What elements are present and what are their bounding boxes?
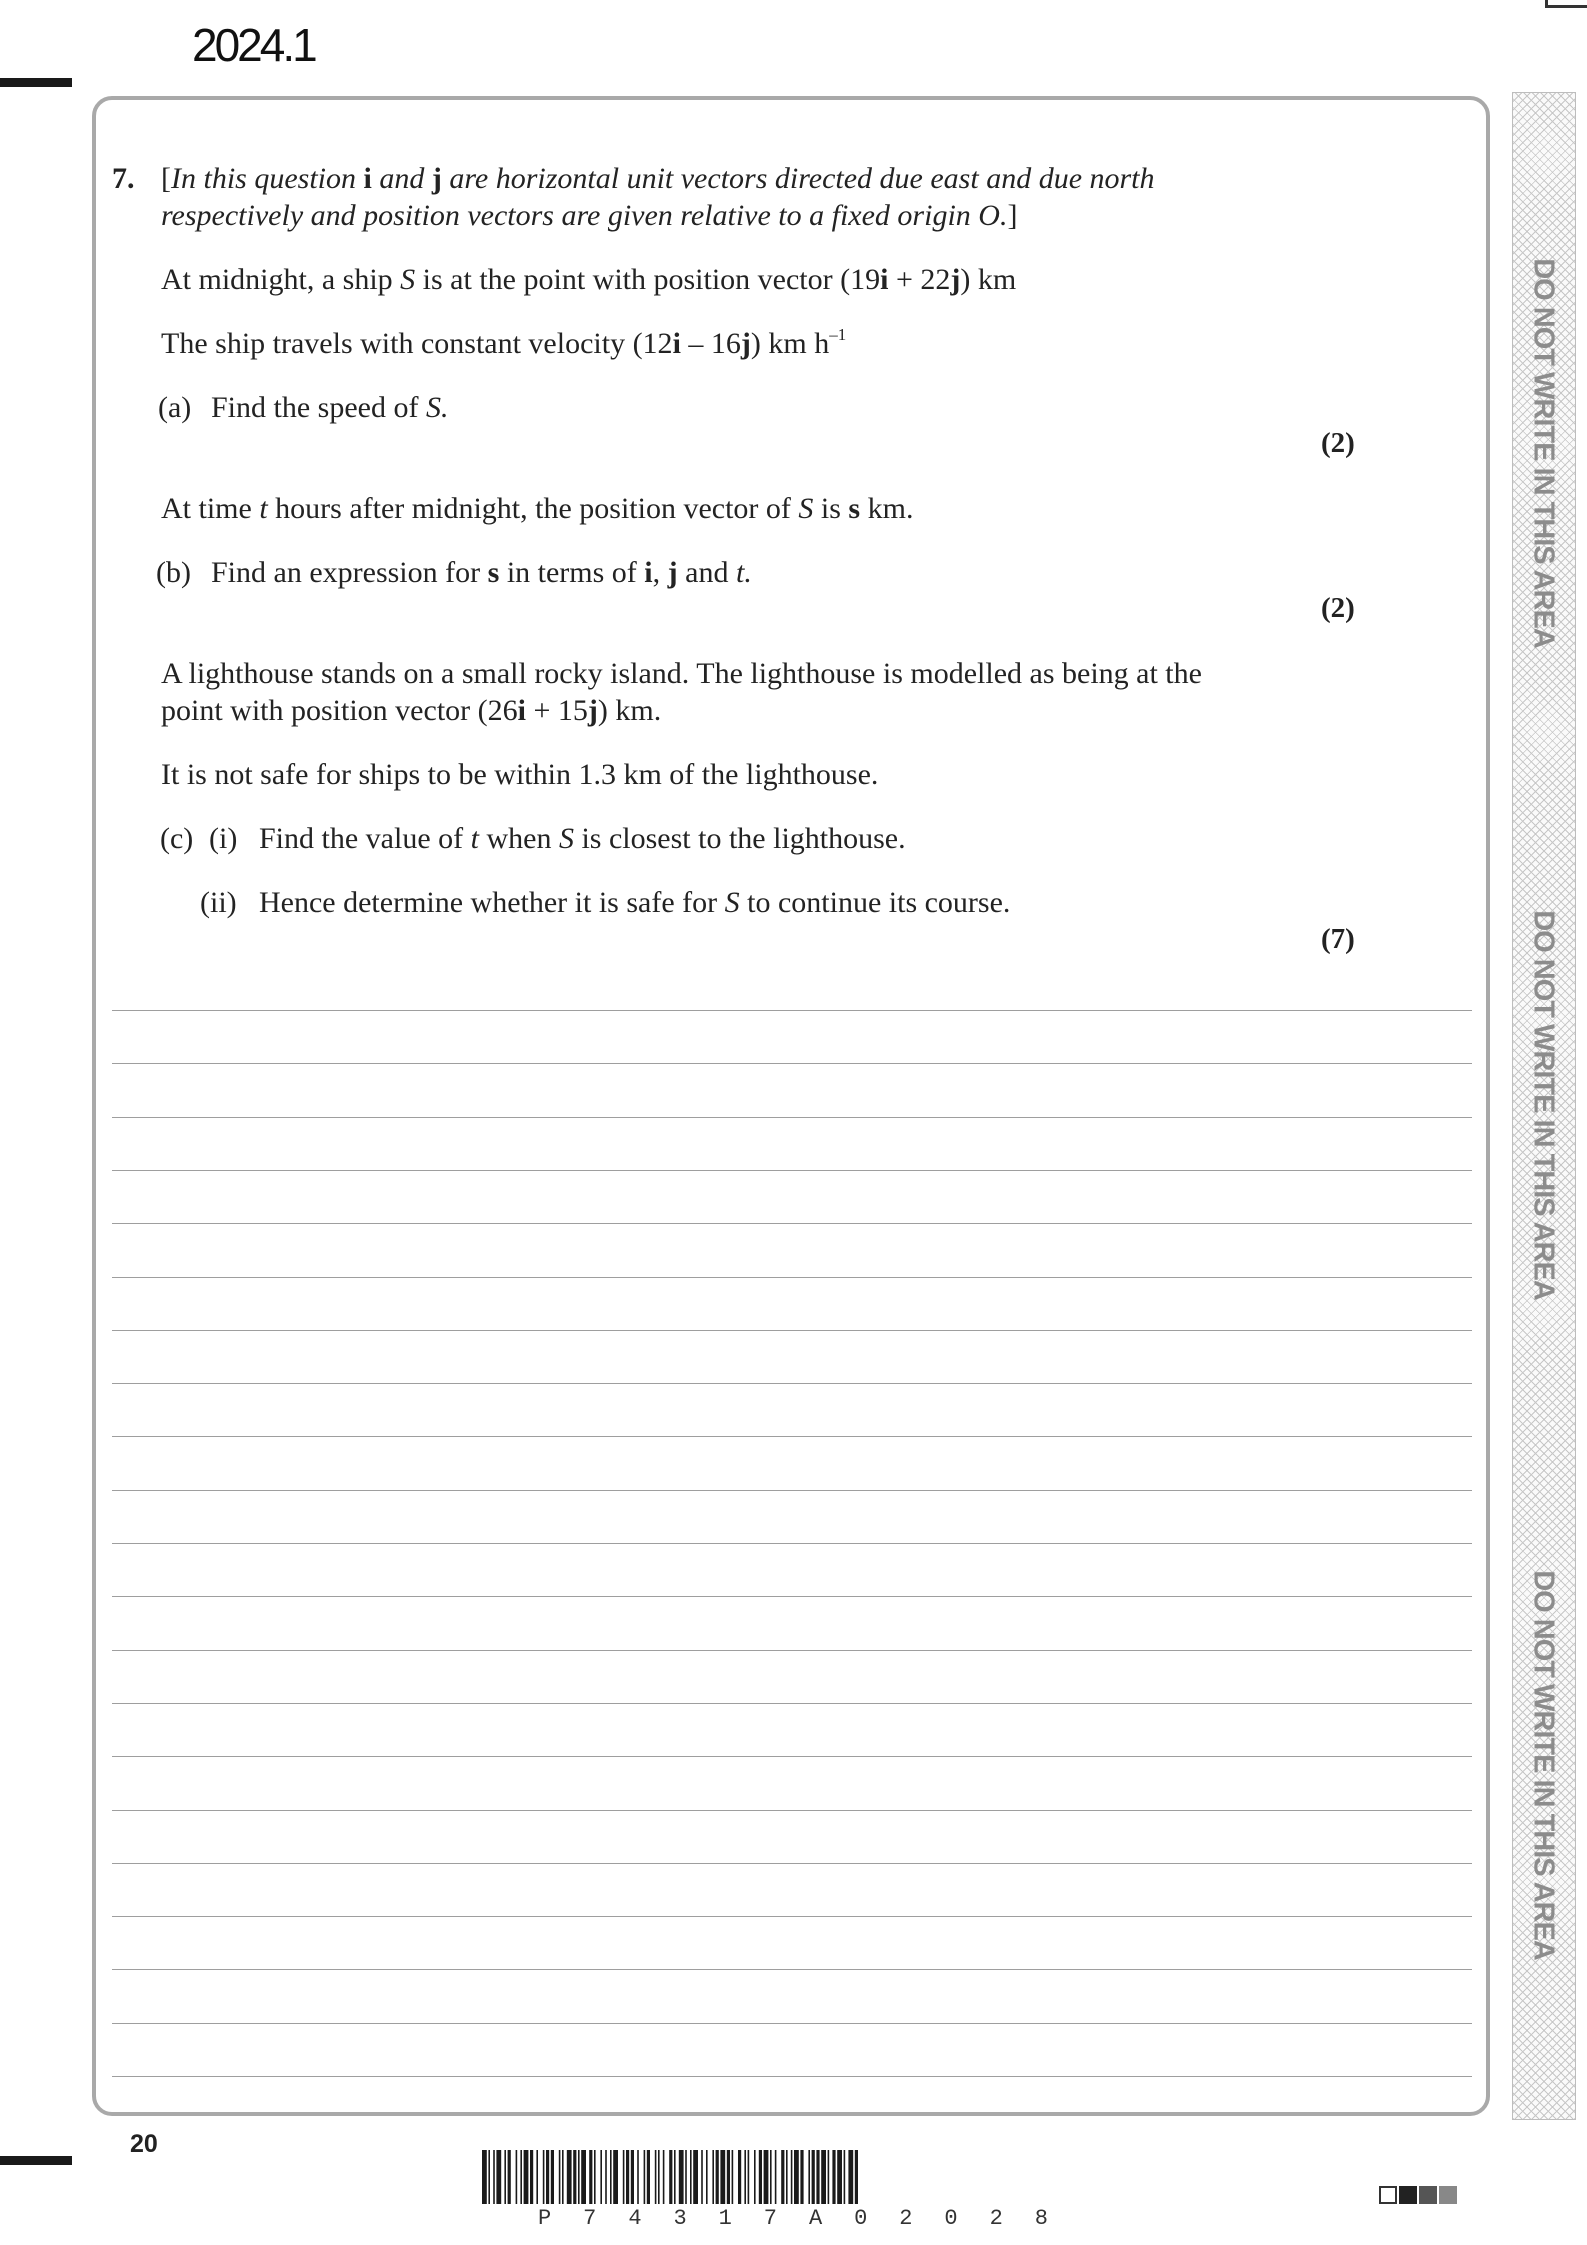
- barcode-bar: [581, 2150, 586, 2204]
- answer-line: [112, 1863, 1472, 1864]
- paragraph-time-position: At time t hours after midnight, the position vector of S is s km.: [161, 492, 914, 525]
- barcode-bar: [488, 2150, 490, 2204]
- barcode-bar: [594, 2150, 596, 2204]
- paragraph-safety: It is not safe for ships to be within 1.3 km of the lighthouse.: [161, 758, 879, 791]
- part-c-marks: (7): [1321, 923, 1355, 955]
- barcode-bar: [748, 2150, 750, 2204]
- barcode-bar: [716, 2150, 719, 2204]
- header-date: 2024.1: [192, 19, 315, 71]
- barcode-text: [482, 2206, 1104, 2231]
- barcode-char: 7: [583, 2206, 597, 2231]
- part-c-i-text: Find the value of t when S is closest to the lighthouse.: [259, 822, 906, 855]
- barcode-bar: [551, 2150, 554, 2204]
- barcode-bar: [644, 2150, 646, 2204]
- marker-box: [1379, 2186, 1397, 2204]
- barcode-bar: [808, 2150, 810, 2204]
- answer-line: [112, 1010, 1472, 1011]
- marker-box: [1439, 2186, 1457, 2204]
- barcode-bar: [844, 2150, 846, 2204]
- barcode-bar: [812, 2150, 815, 2204]
- answer-line: [112, 2076, 1472, 2077]
- barcode-bar: [848, 2150, 853, 2204]
- answer-line: [112, 1170, 1472, 1171]
- barcode-bar: [690, 2150, 692, 2204]
- barcode-bar: [786, 2150, 788, 2204]
- barcode-bar: [605, 2150, 607, 2204]
- barcode-bar: [744, 2150, 746, 2204]
- barcode-bar: [524, 2150, 529, 2204]
- part-b-text: Find an expression for s in terms of i, j and t.: [211, 556, 752, 589]
- answer-line: [112, 1383, 1472, 1384]
- barcode-char: P: [538, 2206, 552, 2231]
- barcode-char: 2: [899, 2206, 913, 2231]
- answer-line: [112, 2023, 1472, 2024]
- corner-mark: [1545, 5, 1587, 8]
- barcode-bar: [613, 2150, 618, 2204]
- barcode-bar: [754, 2150, 756, 2204]
- barcode-bar: [543, 2150, 545, 2204]
- barcode-bar: [567, 2150, 572, 2204]
- barcode-bar: [828, 2150, 830, 2204]
- registration-mark: [0, 2156, 72, 2165]
- part-c-i-label: (i): [209, 822, 238, 855]
- barcode-bar: [832, 2150, 835, 2204]
- marker-box: [1419, 2186, 1437, 2204]
- barcode-bar: [578, 2150, 580, 2204]
- answer-line: [112, 1330, 1472, 1331]
- barcode-bar: [530, 2150, 533, 2204]
- barcode-bar: [647, 2150, 650, 2204]
- barcode-bar: [658, 2150, 660, 2204]
- barcode-bar: [504, 2150, 506, 2204]
- barcode-bar: [600, 2150, 602, 2204]
- barcode-bar: [623, 2150, 625, 2204]
- answer-line: [112, 1703, 1472, 1704]
- barcode-bar: [559, 2150, 561, 2204]
- margin-warning-text: DO NOT WRITE IN THIS AREA: [1527, 910, 1560, 1300]
- barcode-bar: [536, 2150, 538, 2204]
- barcode-bar: [655, 2150, 657, 2204]
- barcode-bar: [712, 2150, 714, 2204]
- barcode-bar: [493, 2150, 495, 2204]
- part-a-marks: (2): [1321, 427, 1355, 459]
- paragraph-lighthouse-line1: A lighthouse stands on a small rocky island. The lighthouse is modelled as being at the: [161, 657, 1202, 690]
- answer-line: [112, 1969, 1472, 1970]
- barcode-bar: [738, 2150, 741, 2204]
- paragraph-lighthouse-line2: point with position vector (26i + 15j) km.: [161, 694, 662, 727]
- barcode-bar: [701, 2150, 703, 2204]
- barcode-bar: [669, 2150, 672, 2204]
- barcode-char: 3: [673, 2206, 687, 2231]
- answer-line: [112, 1916, 1472, 1917]
- page-marker-boxes: [1379, 2186, 1457, 2204]
- part-a-text: Find the speed of S.: [211, 391, 449, 424]
- barcode-char: A: [808, 2206, 823, 2231]
- paragraph-ship-velocity: The ship travels with constant velocity (12i – 16j) km $h^{-1}$: [161, 325, 847, 360]
- answer-line: [112, 1543, 1472, 1544]
- barcode-bar: [781, 2150, 784, 2204]
- question-intro-line1: [In this question i and j are horizontal unit vectors directed due east and due north: [161, 162, 1155, 195]
- answer-line: [112, 1277, 1472, 1278]
- barcode-bar: [496, 2150, 501, 2204]
- answer-line: [112, 1223, 1472, 1224]
- barcode-bar: [562, 2150, 564, 2204]
- page-number: 20: [130, 2130, 158, 2158]
- question-intro-line2: respectively and position vectors are given relative to a fixed origin O.]: [161, 199, 1018, 232]
- barcode-bar: [800, 2150, 803, 2204]
- part-c-label: (c): [160, 822, 194, 855]
- barcode-bar: [759, 2150, 762, 2204]
- barcode-bar: [816, 2150, 819, 2204]
- margin-warning-text: DO NOT WRITE IN THIS AREA: [1527, 258, 1560, 648]
- barcode-bar: [589, 2150, 592, 2204]
- barcode-bar: [626, 2150, 629, 2204]
- marker-box: [1399, 2186, 1417, 2204]
- barcode-bar: [791, 2150, 793, 2204]
- barcode-bar: [706, 2150, 708, 2204]
- barcode-char: 4: [628, 2206, 642, 2231]
- barcode-char: 2: [989, 2206, 1003, 2231]
- barcode-bar: [610, 2150, 612, 2204]
- barcode-bar: [720, 2150, 725, 2204]
- barcode-char: 1: [718, 2206, 732, 2231]
- answer-line: [112, 1650, 1472, 1651]
- barcode-bar: [775, 2150, 777, 2204]
- barcode-char: 0: [944, 2206, 958, 2231]
- part-c-ii-label: (ii): [200, 886, 237, 919]
- barcode-bar: [770, 2150, 772, 2204]
- barcode-bar: [693, 2150, 698, 2204]
- barcode-bar: [727, 2150, 730, 2204]
- barcode-bar: [520, 2150, 522, 2204]
- barcode: [482, 2150, 1104, 2204]
- barcode-bar: [821, 2150, 826, 2204]
- answer-line: [112, 1117, 1472, 1118]
- paragraph-ship-position: At midnight, a ship S is at the point with position vector (19i + 22j) km: [161, 263, 1017, 296]
- registration-mark: [0, 78, 72, 87]
- answer-line: [112, 1810, 1472, 1811]
- barcode-bar: [837, 2150, 842, 2204]
- barcode-char: 8: [1034, 2206, 1048, 2231]
- barcode-bar: [855, 2150, 858, 2204]
- barcode-bar: [764, 2150, 769, 2204]
- barcode-bar: [794, 2150, 799, 2204]
- part-b-label: (b): [156, 556, 191, 589]
- barcode-bar: [732, 2150, 734, 2204]
- barcode-bar: [546, 2150, 549, 2204]
- part-b-marks: (2): [1321, 592, 1355, 624]
- barcode-char: 0: [854, 2206, 868, 2231]
- barcode-bar: [508, 2150, 511, 2204]
- answer-line: [112, 1756, 1472, 1757]
- barcode-bar: [573, 2150, 576, 2204]
- margin-warning-text: DO NOT WRITE IN THIS AREA: [1527, 1570, 1560, 1960]
- part-c-ii-text: Hence determine whether it is safe for S to continue its course.: [259, 886, 1011, 919]
- barcode-bar: [516, 2150, 518, 2204]
- barcode-bar: [482, 2150, 487, 2204]
- barcode-bar: [674, 2150, 676, 2204]
- barcode-bar: [685, 2150, 687, 2204]
- barcode-bar: [663, 2150, 665, 2204]
- barcode-bar: [637, 2150, 639, 2204]
- answer-line: [112, 1436, 1472, 1437]
- barcode-char: 7: [763, 2206, 777, 2231]
- answer-line: [112, 1063, 1472, 1064]
- answer-line: [112, 1490, 1472, 1491]
- barcode-bar: [631, 2150, 634, 2204]
- question-number: 7.: [112, 162, 135, 195]
- answer-line: [112, 1596, 1472, 1597]
- part-a-label: (a): [158, 391, 192, 424]
- barcode-bar: [679, 2150, 684, 2204]
